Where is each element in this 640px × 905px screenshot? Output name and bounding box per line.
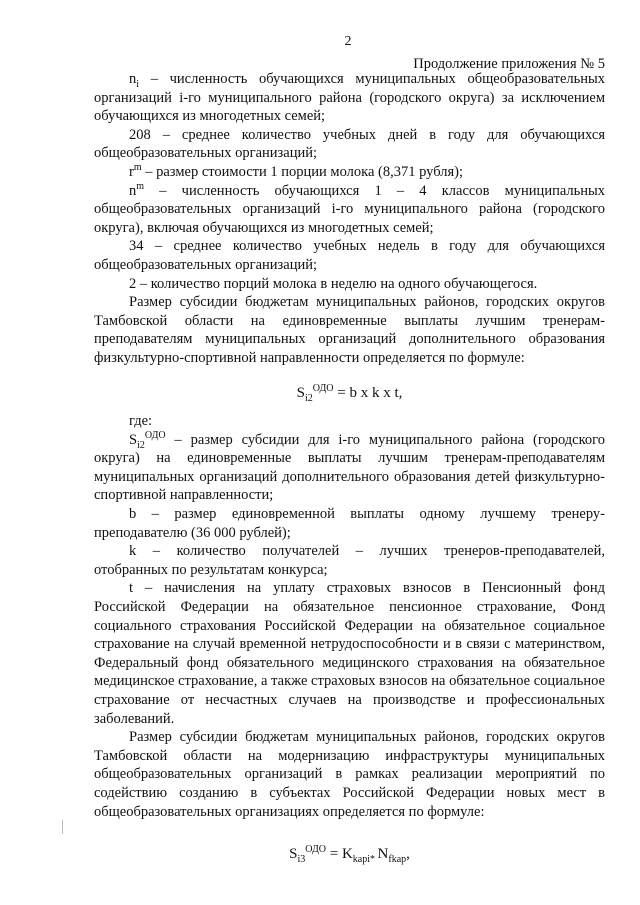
symbol-n: n xyxy=(129,182,137,199)
formula-n-subscript: fkap xyxy=(388,854,407,866)
formula-k-subscript: kapi xyxy=(352,854,371,866)
formula-equals-k: = K xyxy=(326,846,353,863)
where-label: где: xyxy=(129,413,153,430)
paragraph-subsidy-coaches: Размер субсидии бюджетам муниципальных районов, городских округов Тамбовской области на единовременные выплаты лучшим тренерам-преподавателям муниципальных организаций дополнительного образования физкультурно-спортивной направленности определяется по формуле: xyxy=(94,294,605,366)
paragraph-208: 208 – среднее количество учебных дней в году для обучающихся общеобразовательных организаций; xyxy=(94,126,605,162)
formula-subscript: i2 xyxy=(304,392,313,404)
superscript-m: m xyxy=(136,180,145,192)
formula-superscript: ОДО xyxy=(312,382,334,394)
symbol-s: S xyxy=(129,431,138,448)
formula-symbol: S xyxy=(296,384,305,401)
margin-mark xyxy=(62,820,63,834)
symbol-r: r xyxy=(129,163,134,180)
paragraph-n-m xyxy=(94,182,605,238)
formula-superscript: ОДО xyxy=(305,844,326,856)
paragraph-s-i2 xyxy=(94,431,605,505)
symbol-n: n xyxy=(129,71,137,87)
paragraph-t: t – начисления на уплату страховых взносов в Пенсионный фонд Российской Федерации на обязательное пенсионное страхование, Фонд социального страхования Российской Федерации на обязательное социальное страхование на случай временной нетрудоспособности и в связи с материнством, Федеральный фонд обязательного медицинского страхования на обязательное медицинское страхование, а также страховых взносов на обязательное социальное страхование от несчастных случаев на производстве и профессиональных заболеваний. xyxy=(94,580,605,727)
formula-s-i2 xyxy=(94,384,605,403)
paragraph-2: 2 – количество порций молока в неделю на одного обучающегося. xyxy=(129,275,538,292)
paragraph-text: – численность обучающихся муниципальных общеобразовательных организаций i-го муниципального района (городского округа) за исключением обучающихся из многодетных семей; xyxy=(94,71,605,125)
formula-subscript: i3 xyxy=(297,854,306,866)
superscript: ОДО xyxy=(144,429,166,441)
formula-symbol: S xyxy=(289,846,298,863)
paragraph-34: 34 – среднее количество учебных недель в году для обучающихся общеобразовательных организаций; xyxy=(94,238,605,273)
paragraph-k: k – количество получателей – лучших тренеров-преподавателей, отобранных по результатам конкурса; xyxy=(94,543,605,578)
subscript-i: i xyxy=(136,78,140,90)
paragraph-b: b – размер единовременной выплаты одному лучшему тренеру-преподавателю (36 000 рублей); xyxy=(94,506,605,541)
superscript-m: m xyxy=(133,162,142,174)
formula-s-i3 xyxy=(94,845,605,864)
paragraph-subsidy-modernization: Размер субсидии бюджетам муниципальных районов, городских округов Тамбовской области на модернизацию инфраструктуры муниципальных общеобразовательных организаций в рамках реализации мероприятий по содействию созданию в субъектах Российской Федерации новых мест в общеобразовательных организациях определяется по формуле: xyxy=(94,729,605,820)
appendix-label: Продолжение приложения № 5 xyxy=(413,56,605,72)
formula-rhs: = b x k x t, xyxy=(333,384,403,401)
paragraph-text: – размер субсидии для i-го муниципального района (городского округа) на единовременные выплаты лучшим тренерам-преподавателям муниципальных организаций дополнительного образования детей физкультурно-спортивной направленности; xyxy=(94,431,605,504)
paragraph-text: – численность обучающихся 1 – 4 классов муниципальных общеобразовательных организаций i-го муниципального района (городского округа), включая обучающихся из многодетных семей; xyxy=(94,182,605,236)
document-body xyxy=(94,70,605,864)
formula-multiply: * xyxy=(370,854,378,866)
formula-n: N xyxy=(377,846,389,863)
paragraph-text: – размер стоимости 1 порции молока (8,371 рубля); xyxy=(141,163,463,180)
formula-end: , xyxy=(406,846,410,863)
page-number: 2 xyxy=(344,34,352,49)
paragraph-r-m xyxy=(94,163,605,182)
paragraph-n-i xyxy=(94,70,605,126)
subscript: i2 xyxy=(137,439,145,451)
